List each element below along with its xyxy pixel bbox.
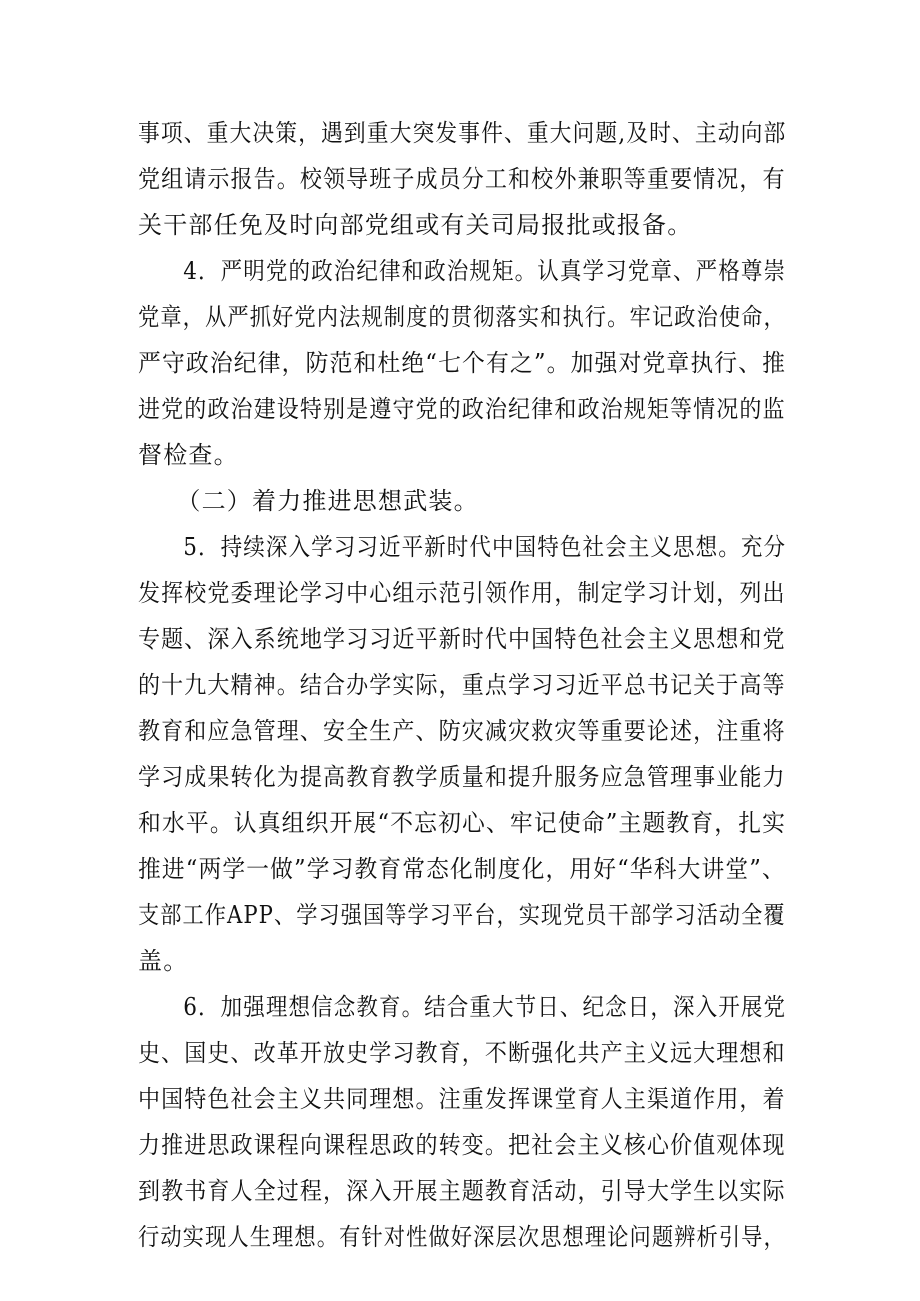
text-line: 史、国史、改革开放史学习教育，不断强化共产主义远大理想和 (138, 1039, 786, 1067)
text-line: 盖。 (138, 947, 189, 975)
section-heading: （二）着力推进思想武装。 (138, 487, 479, 515)
text-line: 进党的政治建设特别是遵守党的政治纪律和政治规矩等情况的监 (138, 395, 786, 423)
text-line: 的十九大精神。结合办学实际，重点学习习近平总书记关于高等 (138, 671, 786, 699)
text-line: 督检查。 (138, 441, 239, 469)
text-line: 学习成果转化为提高教育教学质量和提升服务应急管理事业能力 (138, 763, 786, 791)
text-line: 发挥校党委理论学习中心组示范引领作用，制定学习计划，列出 (138, 579, 786, 607)
text-line: 5．持续深入学习习近平新时代中国特色社会主义思想。充分 (138, 533, 787, 561)
text-line: 和水平。认真组织开展“不忘初心、牢记使命”主题教育，扎实 (138, 809, 787, 837)
text-line: 党章，从严抓好党内法规制度的贯彻落实和执行。牢记政治使命， (138, 303, 786, 331)
text-line: 到教书育人全过程，深入开展主题教育活动，引导大学生以实际 (138, 1177, 786, 1205)
text-line: 行动实现人生理想。有针对性做好深层次思想理论问题辨析引导， (138, 1223, 786, 1251)
text-line: 支部工作APP、学习强国等学习平台，实现党员干部学习活动全覆 (138, 901, 786, 929)
text-line: 事项、重大决策，遇到重大突发事件、重大问题,及时、主动向部 (138, 119, 787, 147)
text-line: 中国特色社会主义共同理想。注重发挥课堂育人主渠道作用，着 (138, 1085, 786, 1113)
text-line: 力推进思政课程向课程思政的转变。把社会主义核心价值观体现 (138, 1131, 786, 1159)
text-line: 教育和应急管理、安全生产、防灾减灾救灾等重要论述，注重将 (138, 717, 786, 745)
text-line: 推进“两学一做”学习教育常态化制度化，用好“华科大讲堂”、 (138, 855, 786, 883)
text-line: 6．加强理想信念教育。结合重大节日、纪念日，深入开展党 (138, 993, 787, 1021)
text-line: 关干部任免及时向部党组或有关司局报批或报备。 (138, 211, 693, 239)
text-line: 严守政治纪律，防范和杜绝“七个有之”。加强对党章执行、推 (138, 349, 787, 377)
text-line: 党组请示报告。校领导班子成员分工和校外兼职等重要情况，有 (138, 165, 786, 193)
text-line: 4．严明党的政治纪律和政治规矩。认真学习党章、严格尊崇 (138, 257, 787, 285)
text-line: 专题、深入系统地学习习近平新时代中国特色社会主义思想和党 (138, 625, 786, 653)
